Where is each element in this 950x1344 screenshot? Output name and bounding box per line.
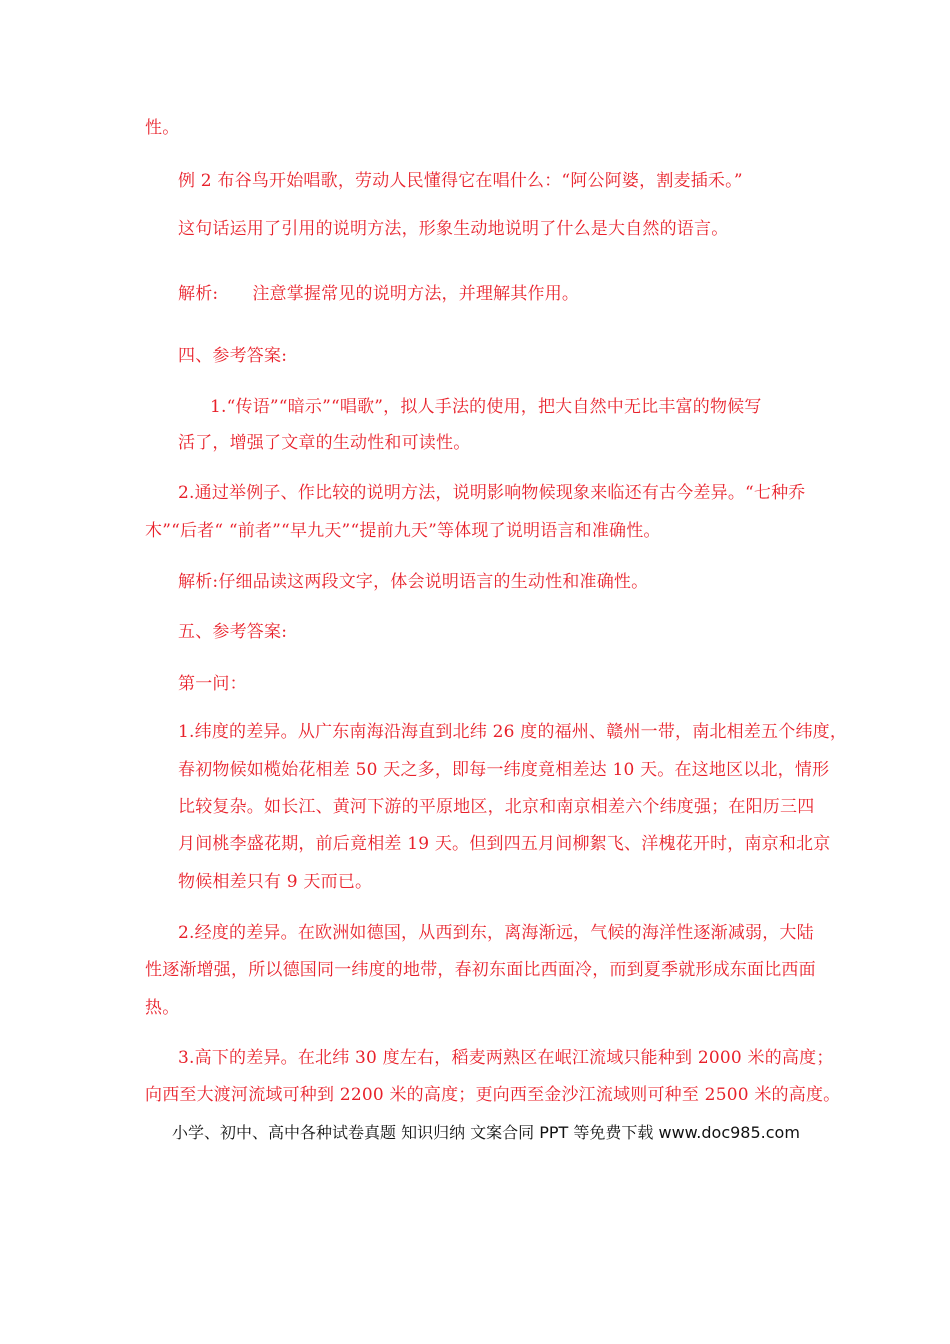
section-heading: 四、参考答案: (178, 346, 288, 366)
footer-text: 小学、初中、高中各种试卷真题 知识归纳 文案合同 PPT 等免费下载 www.doc985.com (172, 1123, 800, 1142)
text-line: 例 2 布谷鸟开始唱歌，劳动人民懂得它在唱什么：“阿公阿婆，割麦插禾。” (178, 171, 743, 191)
subheading: 第一问： (178, 674, 247, 694)
text-line: 木”“后者“ “前者”“早九天”“提前九天”等体现了说明语言和准确性。 (145, 521, 661, 541)
analysis-line (178, 282, 579, 306)
text-line: 这句话运用了引用的说明方法，形象生动地说明了什么是大自然的语言。 (178, 219, 729, 239)
text-line: 2.经度的差异。在欧洲如德国，从西到东，离海渐远，气候的海洋性逐渐减弱，大陆 (178, 923, 814, 943)
text-line: 春初物候如榄始花相差 50 天之多，即每一纬度竟相差达 10 天。在这地区以北，情形 (178, 760, 830, 780)
analysis-text: 注意掌握常见的说明方法，并理解其作用。 (252, 284, 580, 304)
text-line: 性。 (145, 118, 180, 138)
text-line: 解析:仔细品读这两段文字，体会说明语言的生动性和准确性。 (178, 572, 649, 592)
text-line: 1.纬度的差异。从广东南海沿海直到北纬 26 度的福州、赣州一带，南北相差五个纬度， (178, 722, 848, 742)
text-line: 向西至大渡河流域可种到 2200 米的高度；更向西至金沙江流域则可种至 2500 米的高度。 (145, 1085, 841, 1105)
text-line: 1.“传语”“暗示”“唱歌”，拟人手法的使用，把大自然中无比丰富的物候写 (210, 397, 762, 417)
text-line: 2.通过举例子、作比较的说明方法，说明影响物候现象来临还有古今差异。“七种乔 (178, 483, 806, 503)
section-heading: 五、参考答案: (178, 622, 288, 642)
text-line: 热。 (145, 998, 180, 1018)
text-line: 比较复杂。如长江、黄河下游的平原地区，北京和南京相差六个纬度强；在阳历三四 (178, 797, 815, 817)
text-line: 月间桃李盛花期，前后竟相差 19 天。但到四五月间柳絮飞、洋槐花开时，南京和北京 (178, 834, 831, 854)
analysis-label: 解析: (178, 284, 219, 304)
text-line: 3.高下的差异。在北纬 30 度左右，稻麦两熟区在岷江流域只能种到 2000 米的高度； (178, 1048, 834, 1068)
text-line: 活了，增强了文章的生动性和可读性。 (178, 433, 471, 453)
text-line: 性逐渐增强，所以德国同一纬度的地带，春初东面比西面冷，而到夏季就形成东面比西面 (145, 960, 816, 980)
text-line: 物候相差只有 9 天而已。 (178, 872, 373, 892)
